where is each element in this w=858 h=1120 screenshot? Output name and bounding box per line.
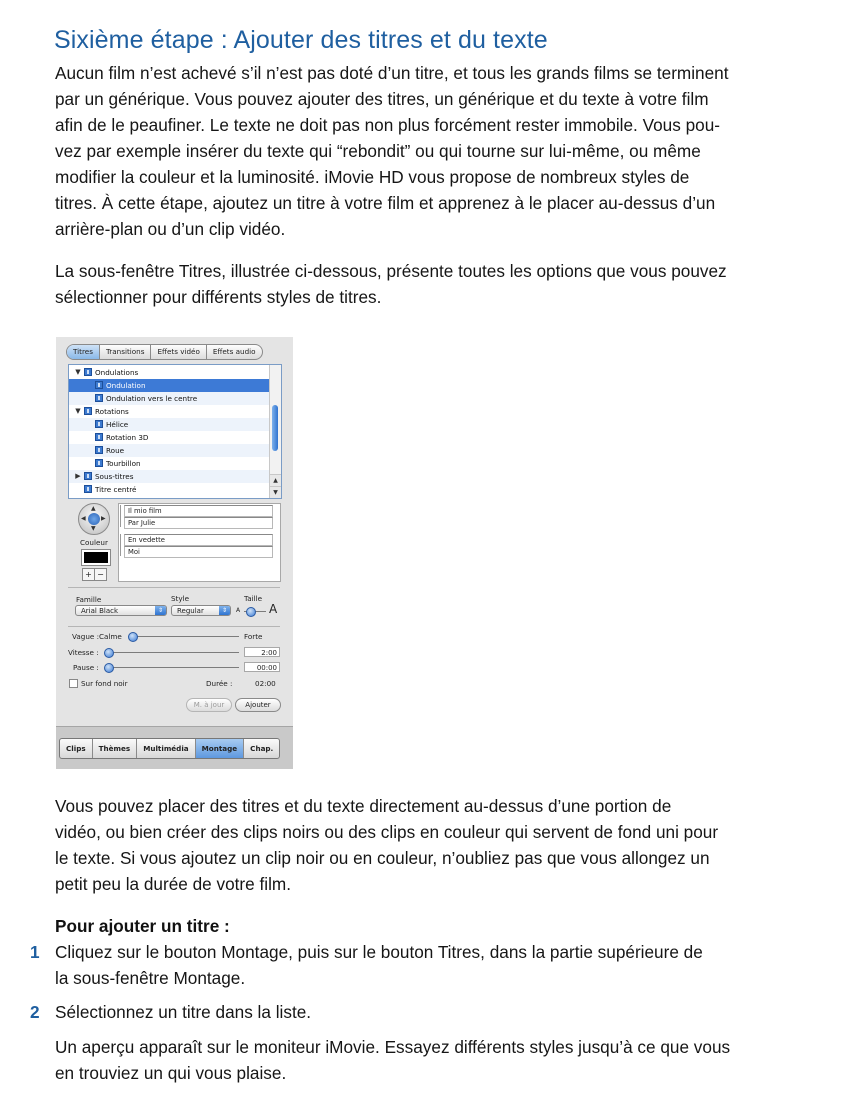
- text-line: vidéo, ou bien créer des clips noirs ou des clips en couleur qui servent de fond uni pour: [55, 822, 719, 842]
- title-text-field[interactable]: En vedette: [124, 534, 273, 546]
- color-swatch[interactable]: [82, 550, 110, 565]
- arrow-down-icon[interactable]: ▼: [91, 525, 96, 532]
- text-line: en trouviez un qui vous plaise.: [55, 1063, 287, 1083]
- titles-list[interactable]: [68, 364, 282, 499]
- speed-slider-knob[interactable]: [104, 648, 114, 658]
- title-icon: [84, 485, 92, 493]
- titles-panel-screenshot: [56, 337, 293, 769]
- direction-center-icon: [88, 513, 100, 525]
- arrow-right-icon[interactable]: ▶: [101, 515, 106, 522]
- arrow-up-icon[interactable]: ▲: [91, 505, 96, 512]
- list-item[interactable]: [69, 405, 269, 418]
- list-item-label: Ondulation vers le centre: [106, 394, 198, 403]
- text-line: Vous pouvez placer des titres et du texte directement au-dessus d’une portion de: [55, 796, 672, 816]
- taille-label: Taille: [244, 594, 263, 603]
- disclosure-closed-icon[interactable]: ▶: [75, 472, 81, 480]
- list-scrollbar[interactable]: [269, 365, 281, 498]
- title-icon: [95, 381, 103, 389]
- black-background-checkbox[interactable]: [69, 679, 78, 688]
- wave-slider[interactable]: [129, 636, 239, 637]
- vitesse-label: Vitesse :: [68, 648, 99, 657]
- list-item-label: Rotations: [95, 407, 129, 416]
- list-item[interactable]: [69, 431, 269, 444]
- title-icon: [95, 420, 103, 428]
- text-line: Sélectionnez un titre dans la liste.: [55, 1002, 312, 1022]
- pause-value-field[interactable]: 00:00: [244, 662, 280, 672]
- add-remove-buttons: [82, 568, 107, 581]
- text-line: arrière-plan ou d’un clip vidéo.: [55, 219, 286, 239]
- tab-chapitres[interactable]: Chap.: [250, 744, 274, 753]
- text-line: Cliquez sur le bouton Montage, puis sur le bouton Titres, dans la partie supérieure de: [55, 942, 703, 962]
- text-line: afin de le peaufiner. Le texte ne doit pas non plus forcément rester immobile. Vous pou-: [55, 115, 720, 135]
- list-item-label: Rotation 3D: [106, 433, 149, 442]
- tab-effets-video[interactable]: Effets vidéo: [151, 345, 206, 359]
- title-text-field[interactable]: Par Julie: [124, 517, 273, 529]
- vague-label: [72, 632, 122, 641]
- text-line: titres. À cette étape, ajoutez un titre à votre film et apprenez à le placer au-dessus d’un: [55, 193, 716, 213]
- font-style-value: Regular: [177, 607, 204, 615]
- list-item-label: Tourbillon: [106, 459, 141, 468]
- font-style-select[interactable]: [171, 605, 231, 616]
- pause-slider[interactable]: [106, 667, 239, 668]
- size-slider-knob[interactable]: [246, 607, 256, 617]
- disclosure-open-icon[interactable]: ▼: [75, 368, 81, 376]
- step-number: 2: [30, 1002, 40, 1022]
- duration-label: Durée :: [206, 679, 233, 688]
- black-background-label: Sur fond noir: [81, 679, 128, 688]
- line-pair-bracket: [120, 534, 123, 556]
- procedure-heading: Pour ajouter un titre :: [55, 916, 230, 936]
- list-item[interactable]: [69, 470, 269, 483]
- calme-label: Calme: [99, 632, 122, 641]
- text-line: La sous-fenêtre Titres, illustrée ci-dessous, présente toutes les options que vous pouvez: [55, 261, 727, 281]
- plus-button[interactable]: +: [83, 569, 95, 580]
- direction-control[interactable]: [78, 503, 110, 535]
- list-item-label: Ondulations: [95, 368, 139, 377]
- list-item[interactable]: [69, 392, 269, 405]
- divider: [68, 587, 280, 588]
- step-number: 1: [30, 942, 40, 962]
- add-title-button[interactable]: Ajouter: [235, 698, 281, 712]
- list-item[interactable]: [69, 418, 269, 431]
- list-item-selected[interactable]: [69, 379, 269, 392]
- title-icon: [95, 459, 103, 467]
- title-icon: [95, 433, 103, 441]
- font-family-select[interactable]: [75, 605, 167, 616]
- forte-label: Forte: [244, 632, 263, 641]
- list-item[interactable]: [69, 444, 269, 457]
- divider: [68, 626, 280, 627]
- title-folder-icon: [84, 472, 92, 480]
- top-tab-bar: [66, 344, 263, 360]
- tab-effets-audio[interactable]: Effets audio: [212, 347, 256, 356]
- pause-slider-knob[interactable]: [104, 663, 114, 673]
- disclosure-open-icon[interactable]: ▼: [75, 407, 81, 415]
- list-item-label: Titre centré: [95, 485, 137, 494]
- tab-multimedia[interactable]: Multimédia: [137, 739, 195, 758]
- vague-label-text: Vague :: [72, 632, 100, 641]
- text-line: Aucun film n’est achevé s’il n’est pas doté d’un titre, et tous les grands films se terminent: [55, 63, 729, 83]
- text-line: petit peu la durée de votre film.: [55, 874, 291, 894]
- select-arrows-icon: ⇕: [155, 606, 166, 615]
- tab-clips[interactable]: Clips: [60, 739, 93, 758]
- text-line: la sous-fenêtre Montage.: [55, 968, 246, 988]
- title-icon: [95, 394, 103, 402]
- step-note: [55, 1034, 775, 1086]
- text-line: Un aperçu apparaît sur le moniteur iMovie. Essayez différents styles jusqu’à ce que vous: [55, 1037, 731, 1057]
- select-arrows-icon: ⇕: [219, 606, 230, 615]
- tab-titres[interactable]: Titres: [67, 345, 100, 359]
- scroll-down-arrow-icon[interactable]: ▼: [270, 486, 281, 498]
- pause-label: Pause :: [73, 663, 99, 672]
- tab-themes[interactable]: Thèmes: [93, 739, 138, 758]
- pane-switcher: [59, 738, 280, 759]
- list-item[interactable]: [69, 483, 269, 496]
- title-text-area[interactable]: [118, 503, 281, 582]
- font-family-value: Arial Black: [81, 607, 119, 615]
- wave-slider-knob[interactable]: [128, 632, 138, 642]
- page-title: Sixième étape : Ajouter des titres et du texte: [54, 26, 548, 54]
- couleur-label: Couleur: [80, 538, 108, 547]
- size-small-icon: A: [236, 607, 241, 614]
- speed-slider[interactable]: [106, 652, 239, 653]
- list-item-label: Hélice: [106, 420, 129, 429]
- background-paragraph: [55, 793, 775, 897]
- line-pair-bracket: [120, 505, 123, 527]
- style-label: Style: [171, 594, 190, 603]
- speed-value-field[interactable]: 2:00: [244, 647, 280, 657]
- scrollbar-thumb[interactable]: [272, 405, 278, 451]
- intro-paragraph: [55, 60, 775, 242]
- size-large-icon: A: [269, 602, 278, 616]
- titles-pane-paragraph: [55, 258, 775, 310]
- arrow-left-icon[interactable]: ◀: [81, 515, 86, 522]
- text-line: sélectionner pour différents styles de titres.: [55, 287, 382, 307]
- list-item[interactable]: [69, 366, 269, 379]
- title-folder-icon: [84, 407, 92, 415]
- list-item-label: Ondulation: [106, 381, 146, 390]
- title-text-field[interactable]: Il mio film: [124, 505, 273, 517]
- tab-transitions[interactable]: Transitions: [100, 345, 152, 359]
- update-button[interactable]: M. à jour: [186, 698, 232, 712]
- text-line: le texte. Si vous ajoutez un clip noir ou en couleur, n’oubliez pas que vous allongez un: [55, 848, 710, 868]
- tab-montage[interactable]: Montage: [196, 739, 245, 758]
- bottom-toolbar: [56, 726, 293, 769]
- minus-button[interactable]: −: [97, 570, 104, 579]
- list-item[interactable]: [69, 457, 269, 470]
- title-folder-icon: [84, 368, 92, 376]
- duration-value: 02:00: [255, 679, 276, 688]
- step-text: [55, 999, 775, 1025]
- list-item-label: Roue: [106, 446, 125, 455]
- text-line: modifier la couleur et la luminosité. iMovie HD vous propose de nombreux styles de: [55, 167, 690, 187]
- famille-label: Famille: [76, 595, 102, 604]
- title-text-field[interactable]: Moi: [124, 546, 273, 558]
- title-icon: [95, 446, 103, 454]
- text-line: par un générique. Vous pouvez ajouter des titres, un générique et du texte à votre film: [55, 89, 709, 109]
- text-line: vez par exemple insérer du texte qui “rebondit” ou qui tourne sur lui-même, ou même: [55, 141, 701, 161]
- scroll-up-arrow-icon[interactable]: ▲: [270, 474, 281, 486]
- list-item-label: Sous-titres: [95, 472, 134, 481]
- step-text: [55, 939, 775, 991]
